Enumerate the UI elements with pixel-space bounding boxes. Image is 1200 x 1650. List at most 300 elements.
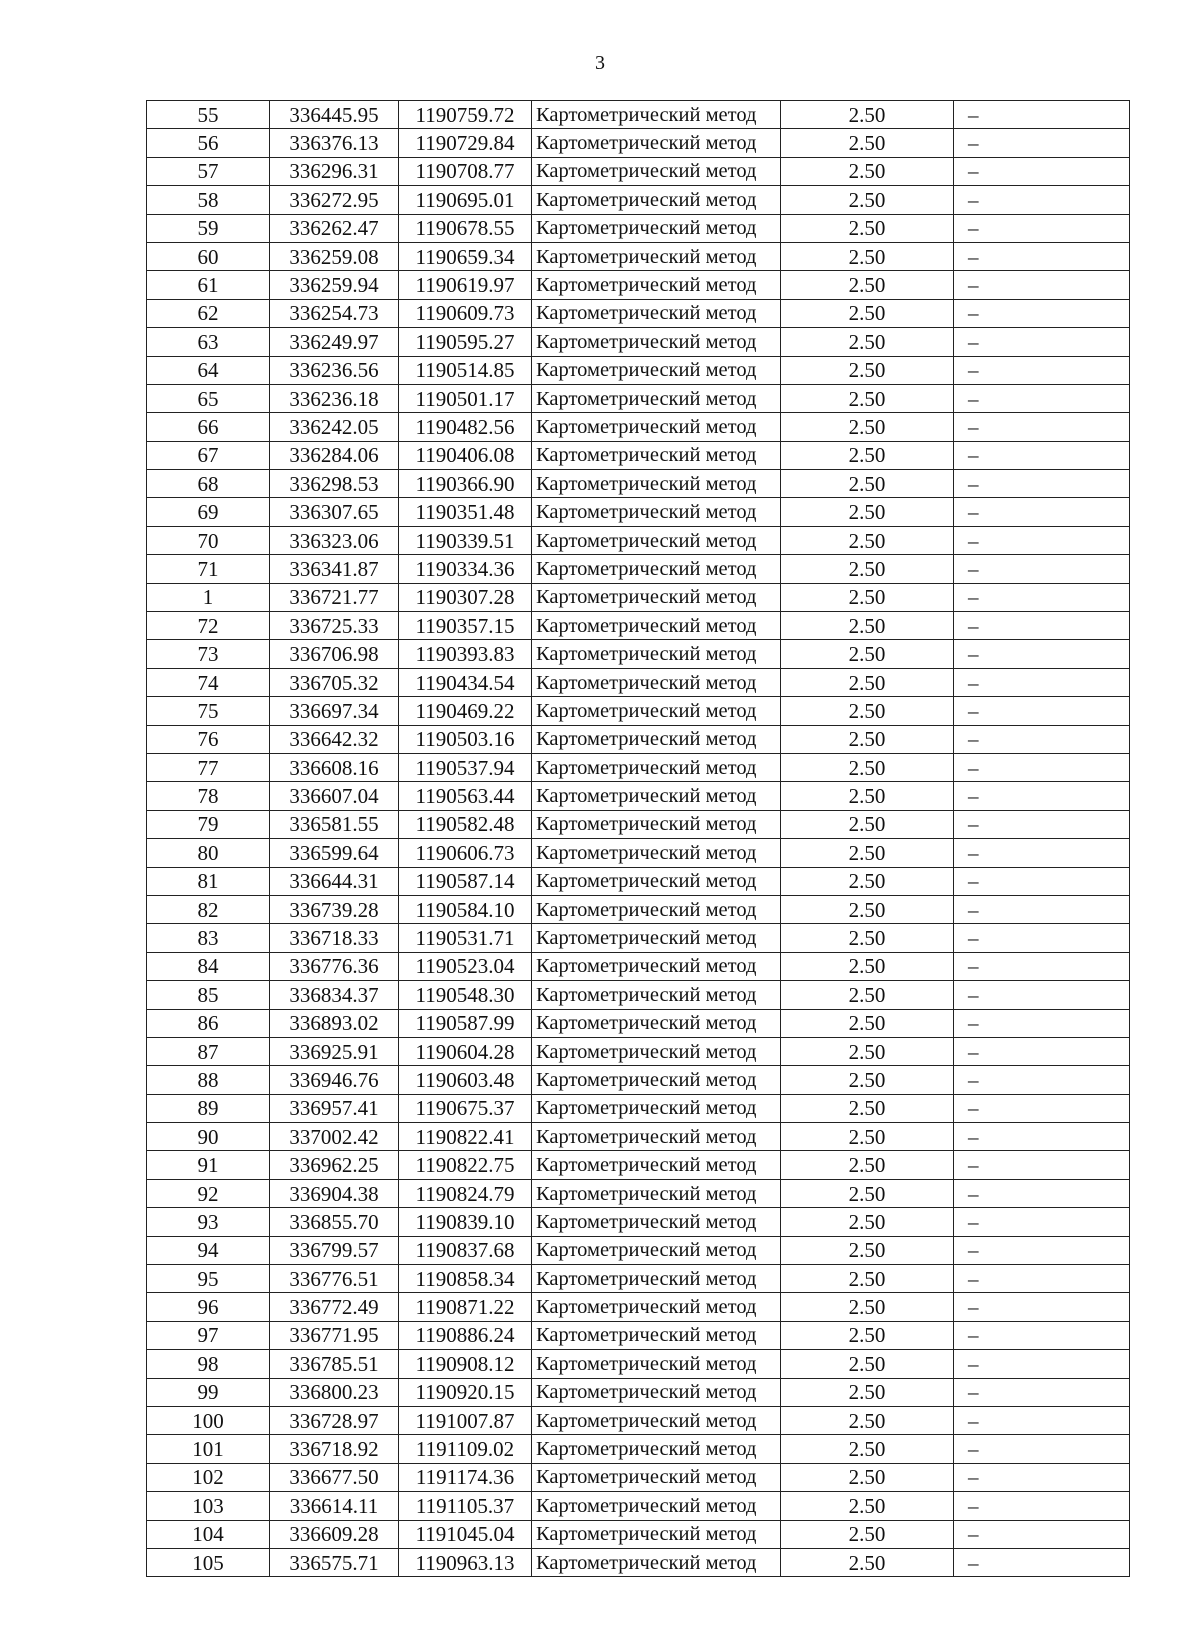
accuracy-cell: 2.50 bbox=[781, 129, 954, 157]
table-row bbox=[147, 668, 1130, 696]
method-cell: Картометрический метод bbox=[532, 1520, 781, 1548]
description-cell: – bbox=[954, 356, 1130, 384]
method-cell: Картометрический метод bbox=[532, 1236, 781, 1264]
table-row bbox=[147, 1463, 1130, 1491]
table-row bbox=[147, 441, 1130, 469]
description-cell: – bbox=[954, 668, 1130, 696]
coordinate-y-cell: 1190563.44 bbox=[399, 782, 532, 810]
coordinate-y-cell: 1190920.15 bbox=[399, 1378, 532, 1406]
method-cell: Картометрический метод bbox=[532, 413, 781, 441]
coordinate-y-cell: 1190695.01 bbox=[399, 186, 532, 214]
table-row bbox=[147, 299, 1130, 327]
accuracy-cell: 2.50 bbox=[781, 1123, 954, 1151]
coordinate-y-cell: 1190523.04 bbox=[399, 952, 532, 980]
table-row bbox=[147, 640, 1130, 668]
point-number-cell: 66 bbox=[147, 413, 270, 441]
description-cell: – bbox=[954, 271, 1130, 299]
description-cell: – bbox=[954, 1293, 1130, 1321]
coordinate-x-cell: 336776.51 bbox=[270, 1265, 399, 1293]
method-cell: Картометрический метод bbox=[532, 356, 781, 384]
coordinate-x-cell: 336323.06 bbox=[270, 526, 399, 554]
description-cell: – bbox=[954, 981, 1130, 1009]
coordinate-x-cell: 336855.70 bbox=[270, 1208, 399, 1236]
method-cell: Картометрический метод bbox=[532, 981, 781, 1009]
point-number-cell: 95 bbox=[147, 1265, 270, 1293]
table-row bbox=[147, 1151, 1130, 1179]
coordinate-y-cell: 1190406.08 bbox=[399, 441, 532, 469]
description-cell: – bbox=[954, 441, 1130, 469]
description-cell: – bbox=[954, 810, 1130, 838]
coordinate-x-cell: 336697.34 bbox=[270, 697, 399, 725]
coordinate-x-cell: 336307.65 bbox=[270, 498, 399, 526]
coordinate-y-cell: 1190482.56 bbox=[399, 413, 532, 441]
description-cell: – bbox=[954, 867, 1130, 895]
coordinate-x-cell: 336776.36 bbox=[270, 952, 399, 980]
coordinate-x-cell: 336785.51 bbox=[270, 1350, 399, 1378]
coordinate-x-cell: 336581.55 bbox=[270, 810, 399, 838]
coordinate-y-cell: 1190514.85 bbox=[399, 356, 532, 384]
point-number-cell: 102 bbox=[147, 1463, 270, 1491]
accuracy-cell: 2.50 bbox=[781, 1265, 954, 1293]
method-cell: Картометрический метод bbox=[532, 555, 781, 583]
method-cell: Картометрический метод bbox=[532, 1179, 781, 1207]
accuracy-cell: 2.50 bbox=[781, 1293, 954, 1321]
accuracy-cell: 2.50 bbox=[781, 441, 954, 469]
description-cell: – bbox=[954, 952, 1130, 980]
method-cell: Картометрический метод bbox=[532, 782, 781, 810]
description-cell: – bbox=[954, 1321, 1130, 1349]
coordinate-x-cell: 336834.37 bbox=[270, 981, 399, 1009]
coordinate-x-cell: 336739.28 bbox=[270, 895, 399, 923]
coordinate-x-cell: 336296.31 bbox=[270, 157, 399, 185]
method-cell: Картометрический метод bbox=[532, 1265, 781, 1293]
table-row bbox=[147, 1037, 1130, 1065]
method-cell: Картометрический метод bbox=[532, 697, 781, 725]
accuracy-cell: 2.50 bbox=[781, 1066, 954, 1094]
description-cell: – bbox=[954, 1548, 1130, 1576]
table-row bbox=[147, 214, 1130, 242]
coordinate-x-cell: 336242.05 bbox=[270, 413, 399, 441]
accuracy-cell: 2.50 bbox=[781, 1321, 954, 1349]
table-row bbox=[147, 981, 1130, 1009]
point-number-cell: 71 bbox=[147, 555, 270, 583]
coordinate-y-cell: 1190837.68 bbox=[399, 1236, 532, 1264]
point-number-cell: 67 bbox=[147, 441, 270, 469]
point-number-cell: 70 bbox=[147, 526, 270, 554]
description-cell: – bbox=[954, 1520, 1130, 1548]
method-cell: Картометрический метод bbox=[532, 1293, 781, 1321]
table-row bbox=[147, 1293, 1130, 1321]
description-cell: – bbox=[954, 101, 1130, 129]
description-cell: – bbox=[954, 157, 1130, 185]
accuracy-cell: 2.50 bbox=[781, 555, 954, 583]
method-cell: Картометрический метод bbox=[532, 328, 781, 356]
description-cell: – bbox=[954, 1094, 1130, 1122]
point-number-cell: 62 bbox=[147, 299, 270, 327]
coordinate-x-cell: 336904.38 bbox=[270, 1179, 399, 1207]
accuracy-cell: 2.50 bbox=[781, 1463, 954, 1491]
coordinate-y-cell: 1190595.27 bbox=[399, 328, 532, 356]
coordinate-y-cell: 1191045.04 bbox=[399, 1520, 532, 1548]
table-row bbox=[147, 101, 1130, 129]
coordinate-x-cell: 336272.95 bbox=[270, 186, 399, 214]
coordinate-y-cell: 1190357.15 bbox=[399, 612, 532, 640]
accuracy-cell: 2.50 bbox=[781, 924, 954, 952]
coordinate-x-cell: 336799.57 bbox=[270, 1236, 399, 1264]
coordinate-x-cell: 336721.77 bbox=[270, 583, 399, 611]
point-number-cell: 105 bbox=[147, 1548, 270, 1576]
point-number-cell: 72 bbox=[147, 612, 270, 640]
coordinate-y-cell: 1191105.37 bbox=[399, 1492, 532, 1520]
description-cell: – bbox=[954, 583, 1130, 611]
table-row bbox=[147, 1094, 1130, 1122]
coordinate-y-cell: 1190351.48 bbox=[399, 498, 532, 526]
coordinate-x-cell: 336718.92 bbox=[270, 1435, 399, 1463]
description-cell: – bbox=[954, 1492, 1130, 1520]
accuracy-cell: 2.50 bbox=[781, 952, 954, 980]
coordinate-x-cell: 336946.76 bbox=[270, 1066, 399, 1094]
accuracy-cell: 2.50 bbox=[781, 697, 954, 725]
description-cell: – bbox=[954, 1463, 1130, 1491]
point-number-cell: 100 bbox=[147, 1406, 270, 1434]
coordinate-x-cell: 336254.73 bbox=[270, 299, 399, 327]
table-row bbox=[147, 1492, 1130, 1520]
description-cell: – bbox=[954, 1151, 1130, 1179]
coordinate-x-cell: 337002.42 bbox=[270, 1123, 399, 1151]
accuracy-cell: 2.50 bbox=[781, 470, 954, 498]
table-row bbox=[147, 867, 1130, 895]
coordinate-x-cell: 336718.33 bbox=[270, 924, 399, 952]
coordinates-table bbox=[146, 100, 1130, 1577]
method-cell: Картометрический метод bbox=[532, 1009, 781, 1037]
accuracy-cell: 2.50 bbox=[781, 867, 954, 895]
table-row bbox=[147, 1321, 1130, 1349]
point-number-cell: 56 bbox=[147, 129, 270, 157]
method-cell: Картометрический метод bbox=[532, 725, 781, 753]
point-number-cell: 97 bbox=[147, 1321, 270, 1349]
coordinate-y-cell: 1190678.55 bbox=[399, 214, 532, 242]
coordinate-y-cell: 1190531.71 bbox=[399, 924, 532, 952]
accuracy-cell: 2.50 bbox=[781, 895, 954, 923]
point-number-cell: 55 bbox=[147, 101, 270, 129]
point-number-cell: 65 bbox=[147, 384, 270, 412]
point-number-cell: 78 bbox=[147, 782, 270, 810]
point-number-cell: 104 bbox=[147, 1520, 270, 1548]
table-row bbox=[147, 356, 1130, 384]
accuracy-cell: 2.50 bbox=[781, 668, 954, 696]
description-cell: – bbox=[954, 129, 1130, 157]
accuracy-cell: 2.50 bbox=[781, 157, 954, 185]
table-row bbox=[147, 186, 1130, 214]
point-number-cell: 68 bbox=[147, 470, 270, 498]
method-cell: Картометрический метод bbox=[532, 1548, 781, 1576]
coordinate-y-cell: 1190659.34 bbox=[399, 242, 532, 270]
description-cell: – bbox=[954, 725, 1130, 753]
coordinate-y-cell: 1190334.36 bbox=[399, 555, 532, 583]
method-cell: Картометрический метод bbox=[532, 441, 781, 469]
coordinate-y-cell: 1190908.12 bbox=[399, 1350, 532, 1378]
accuracy-cell: 2.50 bbox=[781, 526, 954, 554]
accuracy-cell: 2.50 bbox=[781, 810, 954, 838]
point-number-cell: 69 bbox=[147, 498, 270, 526]
coordinate-x-cell: 336284.06 bbox=[270, 441, 399, 469]
description-cell: – bbox=[954, 1009, 1130, 1037]
point-number-cell: 91 bbox=[147, 1151, 270, 1179]
point-number-cell: 93 bbox=[147, 1208, 270, 1236]
method-cell: Картометрический метод bbox=[532, 129, 781, 157]
method-cell: Картометрический метод bbox=[532, 1208, 781, 1236]
coordinate-x-cell: 336962.25 bbox=[270, 1151, 399, 1179]
coordinate-x-cell: 336644.31 bbox=[270, 867, 399, 895]
method-cell: Картометрический метод bbox=[532, 1066, 781, 1094]
coordinates-table-body bbox=[147, 101, 1130, 1577]
accuracy-cell: 2.50 bbox=[781, 1094, 954, 1122]
method-cell: Картометрический метод bbox=[532, 952, 781, 980]
point-number-cell: 80 bbox=[147, 839, 270, 867]
coordinate-y-cell: 1190858.34 bbox=[399, 1265, 532, 1293]
coordinate-y-cell: 1190609.73 bbox=[399, 299, 532, 327]
coordinate-y-cell: 1191109.02 bbox=[399, 1435, 532, 1463]
point-number-cell: 103 bbox=[147, 1492, 270, 1520]
coordinate-y-cell: 1190339.51 bbox=[399, 526, 532, 554]
coordinate-y-cell: 1190503.16 bbox=[399, 725, 532, 753]
method-cell: Картометрический метод bbox=[532, 498, 781, 526]
point-number-cell: 89 bbox=[147, 1094, 270, 1122]
method-cell: Картометрический метод bbox=[532, 526, 781, 554]
point-number-cell: 58 bbox=[147, 186, 270, 214]
coordinate-y-cell: 1190501.17 bbox=[399, 384, 532, 412]
description-cell: – bbox=[954, 1208, 1130, 1236]
coordinate-y-cell: 1190824.79 bbox=[399, 1179, 532, 1207]
accuracy-cell: 2.50 bbox=[781, 413, 954, 441]
table-row bbox=[147, 583, 1130, 611]
method-cell: Картометрический метод bbox=[532, 753, 781, 781]
point-number-cell: 98 bbox=[147, 1350, 270, 1378]
method-cell: Картометрический метод bbox=[532, 214, 781, 242]
table-row bbox=[147, 782, 1130, 810]
page-number: 3 bbox=[595, 52, 605, 74]
coordinate-x-cell: 336893.02 bbox=[270, 1009, 399, 1037]
coordinate-x-cell: 336642.32 bbox=[270, 725, 399, 753]
coordinate-x-cell: 336341.87 bbox=[270, 555, 399, 583]
point-number-cell: 64 bbox=[147, 356, 270, 384]
point-number-cell: 60 bbox=[147, 242, 270, 270]
description-cell: – bbox=[954, 697, 1130, 725]
table-row bbox=[147, 924, 1130, 952]
point-number-cell: 88 bbox=[147, 1066, 270, 1094]
coordinate-y-cell: 1190434.54 bbox=[399, 668, 532, 696]
coordinate-y-cell: 1190587.99 bbox=[399, 1009, 532, 1037]
method-cell: Картометрический метод bbox=[532, 668, 781, 696]
method-cell: Картометрический метод bbox=[532, 1037, 781, 1065]
accuracy-cell: 2.50 bbox=[781, 1378, 954, 1406]
accuracy-cell: 2.50 bbox=[781, 640, 954, 668]
accuracy-cell: 2.50 bbox=[781, 1350, 954, 1378]
coordinate-x-cell: 336800.23 bbox=[270, 1378, 399, 1406]
table-row bbox=[147, 1435, 1130, 1463]
accuracy-cell: 2.50 bbox=[781, 782, 954, 810]
coordinate-y-cell: 1190963.13 bbox=[399, 1548, 532, 1576]
table-row bbox=[147, 1208, 1130, 1236]
coordinate-y-cell: 1190708.77 bbox=[399, 157, 532, 185]
method-cell: Картометрический метод bbox=[532, 1378, 781, 1406]
description-cell: – bbox=[954, 753, 1130, 781]
accuracy-cell: 2.50 bbox=[781, 583, 954, 611]
coordinate-y-cell: 1190606.73 bbox=[399, 839, 532, 867]
coordinate-y-cell: 1190603.48 bbox=[399, 1066, 532, 1094]
coordinate-y-cell: 1190469.22 bbox=[399, 697, 532, 725]
coordinate-x-cell: 336771.95 bbox=[270, 1321, 399, 1349]
table-row bbox=[147, 1123, 1130, 1151]
accuracy-cell: 2.50 bbox=[781, 725, 954, 753]
coordinate-x-cell: 336614.11 bbox=[270, 1492, 399, 1520]
point-number-cell: 57 bbox=[147, 157, 270, 185]
coordinate-y-cell: 1190839.10 bbox=[399, 1208, 532, 1236]
point-number-cell: 94 bbox=[147, 1236, 270, 1264]
table-row bbox=[147, 725, 1130, 753]
coordinate-x-cell: 336728.97 bbox=[270, 1406, 399, 1434]
coordinate-x-cell: 336599.64 bbox=[270, 839, 399, 867]
method-cell: Картометрический метод bbox=[532, 470, 781, 498]
coordinate-y-cell: 1190886.24 bbox=[399, 1321, 532, 1349]
point-number-cell: 77 bbox=[147, 753, 270, 781]
description-cell: – bbox=[954, 555, 1130, 583]
coordinate-y-cell: 1190822.75 bbox=[399, 1151, 532, 1179]
point-number-cell: 75 bbox=[147, 697, 270, 725]
accuracy-cell: 2.50 bbox=[781, 839, 954, 867]
description-cell: – bbox=[954, 242, 1130, 270]
coordinate-y-cell: 1190871.22 bbox=[399, 1293, 532, 1321]
description-cell: – bbox=[954, 1406, 1130, 1434]
table-row bbox=[147, 1520, 1130, 1548]
table-row bbox=[147, 1378, 1130, 1406]
description-cell: – bbox=[954, 782, 1130, 810]
table-row bbox=[147, 384, 1130, 412]
table-row bbox=[147, 470, 1130, 498]
description-cell: – bbox=[954, 924, 1130, 952]
coordinate-y-cell: 1190759.72 bbox=[399, 101, 532, 129]
table-row bbox=[147, 498, 1130, 526]
table-row bbox=[147, 555, 1130, 583]
method-cell: Картометрический метод bbox=[532, 1350, 781, 1378]
method-cell: Картометрический метод bbox=[532, 157, 781, 185]
coordinate-x-cell: 336376.13 bbox=[270, 129, 399, 157]
description-cell: – bbox=[954, 413, 1130, 441]
description-cell: – bbox=[954, 1179, 1130, 1207]
point-number-cell: 76 bbox=[147, 725, 270, 753]
accuracy-cell: 2.50 bbox=[781, 101, 954, 129]
table-row bbox=[147, 697, 1130, 725]
accuracy-cell: 2.50 bbox=[781, 498, 954, 526]
accuracy-cell: 2.50 bbox=[781, 1406, 954, 1434]
table-row bbox=[147, 612, 1130, 640]
description-cell: – bbox=[954, 1037, 1130, 1065]
point-number-cell: 86 bbox=[147, 1009, 270, 1037]
coordinate-x-cell: 336772.49 bbox=[270, 1293, 399, 1321]
accuracy-cell: 2.50 bbox=[781, 1548, 954, 1576]
method-cell: Картометрический метод bbox=[532, 640, 781, 668]
accuracy-cell: 2.50 bbox=[781, 271, 954, 299]
coordinate-x-cell: 336249.97 bbox=[270, 328, 399, 356]
coordinate-x-cell: 336259.08 bbox=[270, 242, 399, 270]
coordinate-y-cell: 1190366.90 bbox=[399, 470, 532, 498]
method-cell: Картометрический метод bbox=[532, 895, 781, 923]
description-cell: – bbox=[954, 498, 1130, 526]
accuracy-cell: 2.50 bbox=[781, 1236, 954, 1264]
table-row bbox=[147, 952, 1130, 980]
coordinate-x-cell: 336236.18 bbox=[270, 384, 399, 412]
method-cell: Картометрический метод bbox=[532, 1123, 781, 1151]
table-row bbox=[147, 1406, 1130, 1434]
point-number-cell: 73 bbox=[147, 640, 270, 668]
table-row bbox=[147, 271, 1130, 299]
description-cell: – bbox=[954, 1236, 1130, 1264]
coordinate-y-cell: 1190537.94 bbox=[399, 753, 532, 781]
table-row bbox=[147, 1265, 1130, 1293]
method-cell: Картометрический метод bbox=[532, 924, 781, 952]
table-row bbox=[147, 1350, 1130, 1378]
accuracy-cell: 2.50 bbox=[781, 1208, 954, 1236]
point-number-cell: 101 bbox=[147, 1435, 270, 1463]
coordinate-y-cell: 1190729.84 bbox=[399, 129, 532, 157]
point-number-cell: 85 bbox=[147, 981, 270, 1009]
accuracy-cell: 2.50 bbox=[781, 1151, 954, 1179]
accuracy-cell: 2.50 bbox=[781, 356, 954, 384]
coordinate-x-cell: 336705.32 bbox=[270, 668, 399, 696]
point-number-cell: 92 bbox=[147, 1179, 270, 1207]
method-cell: Картометрический метод bbox=[532, 1321, 781, 1349]
table-row bbox=[147, 753, 1130, 781]
coordinate-x-cell: 336262.47 bbox=[270, 214, 399, 242]
description-cell: – bbox=[954, 839, 1130, 867]
description-cell: – bbox=[954, 299, 1130, 327]
coordinate-y-cell: 1190582.48 bbox=[399, 810, 532, 838]
point-number-cell: 79 bbox=[147, 810, 270, 838]
accuracy-cell: 2.50 bbox=[781, 981, 954, 1009]
description-cell: – bbox=[954, 384, 1130, 412]
table-row bbox=[147, 1179, 1130, 1207]
method-cell: Картометрический метод bbox=[532, 1492, 781, 1520]
table-row bbox=[147, 1548, 1130, 1576]
coordinate-y-cell: 1190604.28 bbox=[399, 1037, 532, 1065]
method-cell: Картометрический метод bbox=[532, 1435, 781, 1463]
point-number-cell: 61 bbox=[147, 271, 270, 299]
coordinate-x-cell: 336677.50 bbox=[270, 1463, 399, 1491]
point-number-cell: 90 bbox=[147, 1123, 270, 1151]
description-cell: – bbox=[954, 1265, 1130, 1293]
description-cell: – bbox=[954, 470, 1130, 498]
accuracy-cell: 2.50 bbox=[781, 186, 954, 214]
coordinate-y-cell: 1191174.36 bbox=[399, 1463, 532, 1491]
point-number-cell: 74 bbox=[147, 668, 270, 696]
coordinate-y-cell: 1190619.97 bbox=[399, 271, 532, 299]
accuracy-cell: 2.50 bbox=[781, 384, 954, 412]
method-cell: Картометрический метод bbox=[532, 810, 781, 838]
accuracy-cell: 2.50 bbox=[781, 1009, 954, 1037]
coordinate-x-cell: 336575.71 bbox=[270, 1548, 399, 1576]
method-cell: Картометрический метод bbox=[532, 242, 781, 270]
table-row bbox=[147, 1009, 1130, 1037]
coordinate-x-cell: 336445.95 bbox=[270, 101, 399, 129]
coordinate-x-cell: 336925.91 bbox=[270, 1037, 399, 1065]
method-cell: Картометрический метод bbox=[532, 186, 781, 214]
table-row bbox=[147, 242, 1130, 270]
method-cell: Картометрический метод bbox=[532, 1094, 781, 1122]
coordinate-x-cell: 336608.16 bbox=[270, 753, 399, 781]
accuracy-cell: 2.50 bbox=[781, 299, 954, 327]
coordinate-y-cell: 1190675.37 bbox=[399, 1094, 532, 1122]
description-cell: – bbox=[954, 612, 1130, 640]
